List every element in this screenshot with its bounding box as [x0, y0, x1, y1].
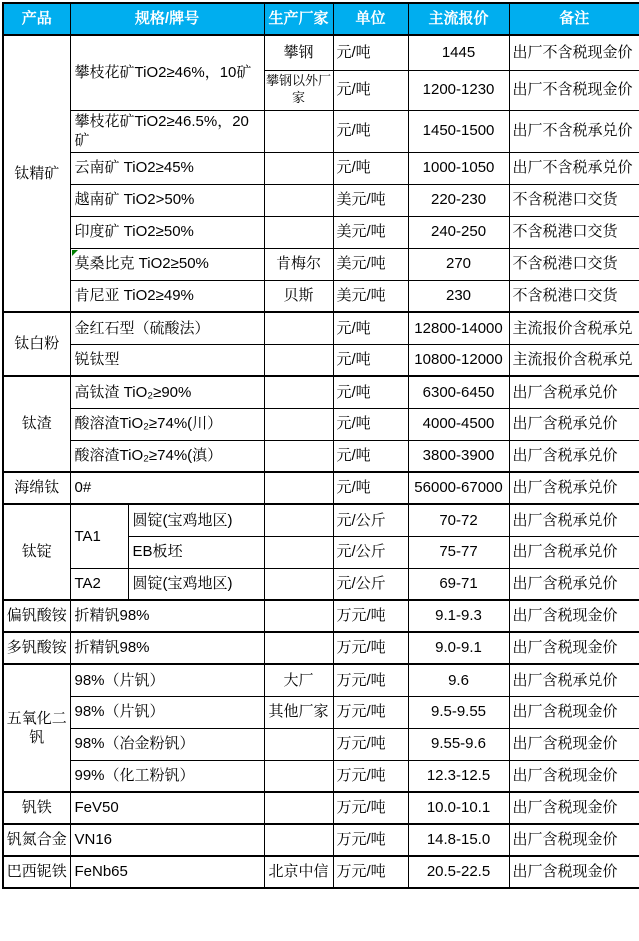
unit-cell: 万元/吨: [333, 792, 408, 824]
note-cell: 出厂含税现金价: [509, 856, 639, 888]
price-cell: 1450-1500: [408, 110, 509, 152]
note-cell: 出厂含税承兑价: [509, 440, 639, 472]
maker-cell: [264, 344, 333, 376]
unit-cell: 元/吨: [333, 312, 408, 344]
note-cell: 出厂含税现金价: [509, 632, 639, 664]
maker-cell: [264, 376, 333, 408]
price-cell: 9.6: [408, 664, 509, 696]
spec-cell: 折精钒98%: [70, 632, 264, 664]
product-cell: 五氧化二钒: [3, 664, 70, 792]
maker-cell: 攀钢: [264, 35, 333, 70]
price-cell: 69-71: [408, 568, 509, 600]
unit-cell: 万元/吨: [333, 632, 408, 664]
price-cell: 1445: [408, 35, 509, 70]
price-cell: 4000-4500: [408, 408, 509, 440]
unit-cell: 元/公斤: [333, 536, 408, 568]
table-row: [3, 600, 639, 632]
note-cell: 出厂含税承兑价: [509, 504, 639, 536]
table-row: [3, 280, 639, 312]
spec-cell: 98%（冶金粉钒）: [70, 728, 264, 760]
note-cell: 出厂含税承兑价: [509, 408, 639, 440]
maker-cell: 大厂: [264, 664, 333, 696]
spec-cell: 锐钛型: [70, 344, 264, 376]
note-cell: 出厂含税承兑价: [509, 536, 639, 568]
note-cell: 出厂含税现金价: [509, 728, 639, 760]
note-cell: 出厂含税承兑价: [509, 472, 639, 504]
header-unit: 单位: [333, 3, 408, 35]
table-row: [3, 568, 639, 600]
price-cell: 70-72: [408, 504, 509, 536]
price-cell: 12.3-12.5: [408, 760, 509, 792]
spec-cell: 酸溶渣TiO₂≥74%(滇）: [70, 440, 264, 472]
product-cell: 钒氮合金: [3, 824, 70, 856]
table-row: [3, 824, 639, 856]
table-row: [3, 440, 639, 472]
note-cell: 出厂含税现金价: [509, 600, 639, 632]
table-row: [3, 408, 639, 440]
grade-cell: TA1: [70, 504, 128, 568]
price-cell: 9.0-9.1: [408, 632, 509, 664]
maker-cell: [264, 728, 333, 760]
maker-cell: [264, 632, 333, 664]
maker-cell: [264, 504, 333, 536]
product-cell: 海绵钛: [3, 472, 70, 504]
note-cell: 出厂不含税现金价: [509, 35, 639, 70]
table-row: [3, 856, 639, 888]
price-cell: 1200-1230: [408, 70, 509, 110]
spec-cell: VN16: [70, 824, 264, 856]
note-cell: 出厂含税现金价: [509, 696, 639, 728]
note-cell: 出厂不含税现金价: [509, 70, 639, 110]
note-cell: 主流报价含税承兑: [509, 312, 639, 344]
header-note: 备注: [509, 3, 639, 35]
spec-cell: 金红石型（硫酸法）: [70, 312, 264, 344]
spec-cell: 高钛渣 TiO₂≥90%: [70, 376, 264, 408]
maker-cell: [264, 184, 333, 216]
product-cell: 钛锭: [3, 504, 70, 600]
maker-cell: 北京中信: [264, 856, 333, 888]
table-row: [3, 632, 639, 664]
maker-cell: [264, 440, 333, 472]
maker-cell: [264, 312, 333, 344]
maker-cell: 肯梅尔: [264, 248, 333, 280]
unit-cell: 美元/吨: [333, 216, 408, 248]
spec-cell: 越南矿 TiO2>50%: [70, 184, 264, 216]
maker-cell: 攀钢以外厂家: [264, 70, 333, 110]
maker-cell: [264, 110, 333, 152]
maker-cell: [264, 600, 333, 632]
spec-cell: 酸溶渣TiO₂≥74%(川）: [70, 408, 264, 440]
product-cell: 钛白粉: [3, 312, 70, 376]
spec-cell: FeV50: [70, 792, 264, 824]
unit-cell: 万元/吨: [333, 760, 408, 792]
price-cell: 9.55-9.6: [408, 728, 509, 760]
spec-cell: 圆锭(宝鸡地区): [128, 568, 264, 600]
unit-cell: 元/吨: [333, 110, 408, 152]
unit-cell: 美元/吨: [333, 184, 408, 216]
maker-cell: [264, 536, 333, 568]
grade-cell: TA2: [70, 568, 128, 600]
maker-cell: 其他厂家: [264, 696, 333, 728]
unit-cell: 元/吨: [333, 152, 408, 184]
spec-cell: 98%（片钒）: [70, 696, 264, 728]
price-cell: 12800-14000: [408, 312, 509, 344]
price-cell: 3800-3900: [408, 440, 509, 472]
maker-cell: [264, 472, 333, 504]
product-cell: 钒铁: [3, 792, 70, 824]
unit-cell: 元/吨: [333, 408, 408, 440]
price-cell: 220-230: [408, 184, 509, 216]
spec-cell: 折精钒98%: [70, 600, 264, 632]
table-row: [3, 344, 639, 376]
unit-cell: 元/吨: [333, 440, 408, 472]
unit-cell: 万元/吨: [333, 856, 408, 888]
price-cell: 9.1-9.3: [408, 600, 509, 632]
note-cell: 不含税港口交货: [509, 216, 639, 248]
table-row: [3, 504, 639, 536]
spec-text: 莫桑比克 TiO2≥50%: [74, 255, 209, 273]
note-cell: 出厂不含税承兑价: [509, 152, 639, 184]
table-row: [3, 248, 639, 280]
maker-cell: [264, 216, 333, 248]
table-row: [3, 312, 639, 344]
table-row: [3, 35, 639, 70]
note-cell: 出厂含税承兑价: [509, 376, 639, 408]
price-cell: 270: [408, 248, 509, 280]
header-spec: 规格/牌号: [70, 3, 264, 35]
table-row: [3, 216, 639, 248]
unit-cell: 万元/吨: [333, 728, 408, 760]
unit-cell: 美元/吨: [333, 248, 408, 280]
price-cell: 10.0-10.1: [408, 792, 509, 824]
spec-cell: 肯尼亚 TiO2≥49%: [70, 280, 264, 312]
note-cell: 出厂含税现金价: [509, 792, 639, 824]
spec-cell: 攀枝花矿TiO2≥46.5%，20矿: [70, 110, 264, 152]
table-row: [3, 376, 639, 408]
maker-cell: [264, 152, 333, 184]
maker-cell: [264, 408, 333, 440]
cell-corner-flag-icon: [72, 250, 78, 256]
spec-cell: 圆锭(宝鸡地区): [128, 504, 264, 536]
unit-cell: 元/吨: [333, 35, 408, 70]
header-price: 主流报价: [408, 3, 509, 35]
table-row: [3, 472, 639, 504]
table-row: [3, 110, 639, 152]
unit-cell: 元/公斤: [333, 568, 408, 600]
spec-cell: 印度矿 TiO2≥50%: [70, 216, 264, 248]
table-row: [3, 728, 639, 760]
header-product: 产品: [3, 3, 70, 35]
note-cell: 不含税港口交货: [509, 184, 639, 216]
product-cell: 钛渣: [3, 376, 70, 472]
product-cell: 巴西铌铁: [3, 856, 70, 888]
spec-cell: 0#: [70, 472, 264, 504]
note-cell: 出厂含税承兑价: [509, 664, 639, 696]
spec-cell: 99%（化工粉钒）: [70, 760, 264, 792]
spec-cell: EB板坯: [128, 536, 264, 568]
price-cell: 14.8-15.0: [408, 824, 509, 856]
note-cell: 主流报价含税承兑: [509, 344, 639, 376]
price-cell: 10800-12000: [408, 344, 509, 376]
table-row: [3, 152, 639, 184]
price-table: [2, 2, 639, 889]
table-row: [3, 792, 639, 824]
unit-cell: 元/公斤: [333, 504, 408, 536]
spec-cell: 攀枝花矿TiO2≥46%，10矿: [70, 35, 264, 110]
unit-cell: 美元/吨: [333, 280, 408, 312]
spec-cell: 98%（片钒）: [70, 664, 264, 696]
unit-cell: 万元/吨: [333, 600, 408, 632]
price-cell: 20.5-22.5: [408, 856, 509, 888]
table-row: [3, 664, 639, 696]
maker-cell: 贝斯: [264, 280, 333, 312]
product-cell: 钛精矿: [3, 35, 70, 312]
price-cell: 230: [408, 280, 509, 312]
product-cell: 偏钒酸铵: [3, 600, 70, 632]
product-cell: 多钒酸铵: [3, 632, 70, 664]
maker-cell: [264, 824, 333, 856]
maker-cell: [264, 792, 333, 824]
note-cell: 出厂不含税承兑价: [509, 110, 639, 152]
table-row: [3, 696, 639, 728]
price-cell: 240-250: [408, 216, 509, 248]
table-row: [3, 184, 639, 216]
price-cell: 56000-67000: [408, 472, 509, 504]
unit-cell: 万元/吨: [333, 696, 408, 728]
price-cell: 75-77: [408, 536, 509, 568]
unit-cell: 元/吨: [333, 344, 408, 376]
spec-cell: 云南矿 TiO2≥45%: [70, 152, 264, 184]
note-cell: 出厂含税承兑价: [509, 568, 639, 600]
note-cell: 不含税港口交货: [509, 248, 639, 280]
unit-cell: 万元/吨: [333, 664, 408, 696]
unit-cell: 元/吨: [333, 376, 408, 408]
price-cell: 6300-6450: [408, 376, 509, 408]
note-cell: 不含税港口交货: [509, 280, 639, 312]
price-cell: 9.5-9.55: [408, 696, 509, 728]
note-cell: 出厂含税现金价: [509, 824, 639, 856]
note-cell: 出厂含税现金价: [509, 760, 639, 792]
price-cell: 1000-1050: [408, 152, 509, 184]
unit-cell: 元/吨: [333, 70, 408, 110]
header-row: [3, 3, 639, 35]
unit-cell: 元/吨: [333, 472, 408, 504]
header-maker: 生产厂家: [264, 3, 333, 35]
maker-cell: [264, 760, 333, 792]
spec-cell: [70, 248, 264, 280]
maker-cell: [264, 568, 333, 600]
unit-cell: 万元/吨: [333, 824, 408, 856]
table-row: [3, 760, 639, 792]
spec-cell: FeNb65: [70, 856, 264, 888]
